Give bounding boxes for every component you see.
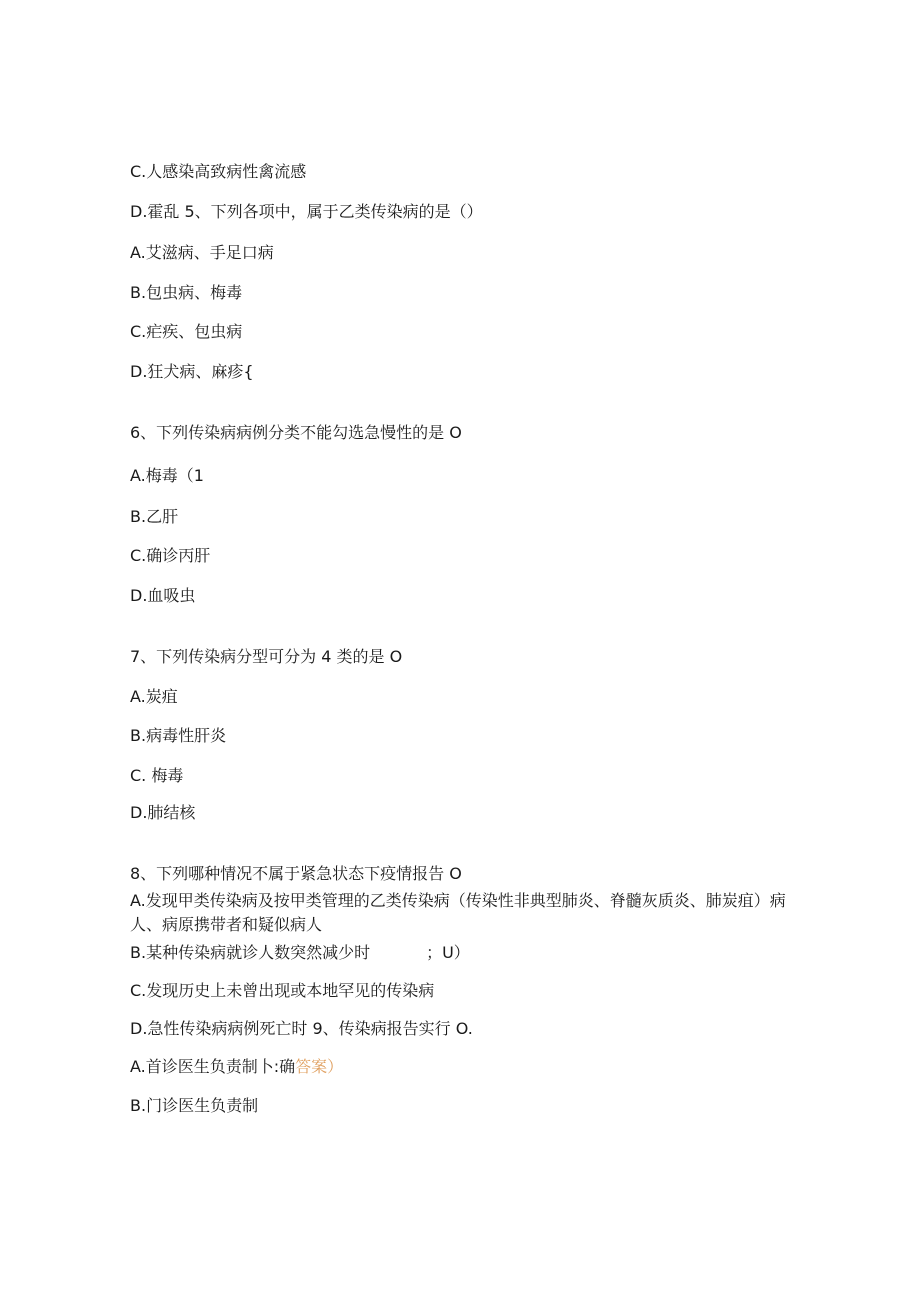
option-a-text: A.首诊医生负责制卜:确 xyxy=(130,1057,296,1076)
question-8: 8、下列哪种情况不属于紧急状态下疫情报告 O xyxy=(130,864,462,883)
option-d: D.狂犬病、麻疹{ xyxy=(130,362,254,381)
option-b: B.包虫病、梅毒 xyxy=(130,283,243,302)
option-b: B.门诊医生负责制 xyxy=(130,1096,259,1115)
option-b-text: B.某种传染病就诊人数突然减少时 xyxy=(130,943,371,962)
option-a: A.艾滋病、手足口病 xyxy=(130,243,274,262)
option-b: B.乙肝 xyxy=(130,507,179,526)
option-d-question-9: D.急性传染病病例死亡时 9、传染病报告实行 O. xyxy=(130,1019,473,1038)
option-c-avian-flu: C.人感染高致病性禽流感 xyxy=(130,162,307,181)
option-a: A.梅毒（1 xyxy=(130,466,204,485)
option-c: C.疟疾、包虫病 xyxy=(130,322,243,341)
option-b: B.病毒性肝炎 xyxy=(130,726,227,745)
option-d: D.血吸虫 xyxy=(130,586,196,605)
option-b-mark: ；U） xyxy=(426,943,470,962)
option-a: A.炭疽 xyxy=(130,687,178,706)
option-d-question-5: D.霍乱 5、下列各项中，属于乙类传染病的是（） xyxy=(130,202,483,221)
question-7: 7、下列传染病分型可分为 4 类的是 O xyxy=(130,647,403,666)
answer-label: 答案） xyxy=(295,1057,344,1076)
option-a xyxy=(130,1055,343,1079)
option-c: C.发现历史上未曾出现或本地罕见的传染病 xyxy=(130,981,435,1000)
question-6: 6、下列传染病病例分类不能勾选急慢性的是 O xyxy=(130,423,462,442)
option-a: A.发现甲类传染病及按甲类管理的乙类传染病（传染性非典型肺炎、脊髓灰质炎、肺炭疽）病人、病原携带者和疑似病人 xyxy=(130,891,786,934)
option-c: C. 梅毒 xyxy=(130,766,184,785)
option-b xyxy=(130,941,470,965)
option-d: D.肺结核 xyxy=(130,803,196,822)
option-c: C.确诊丙肝 xyxy=(130,546,211,565)
